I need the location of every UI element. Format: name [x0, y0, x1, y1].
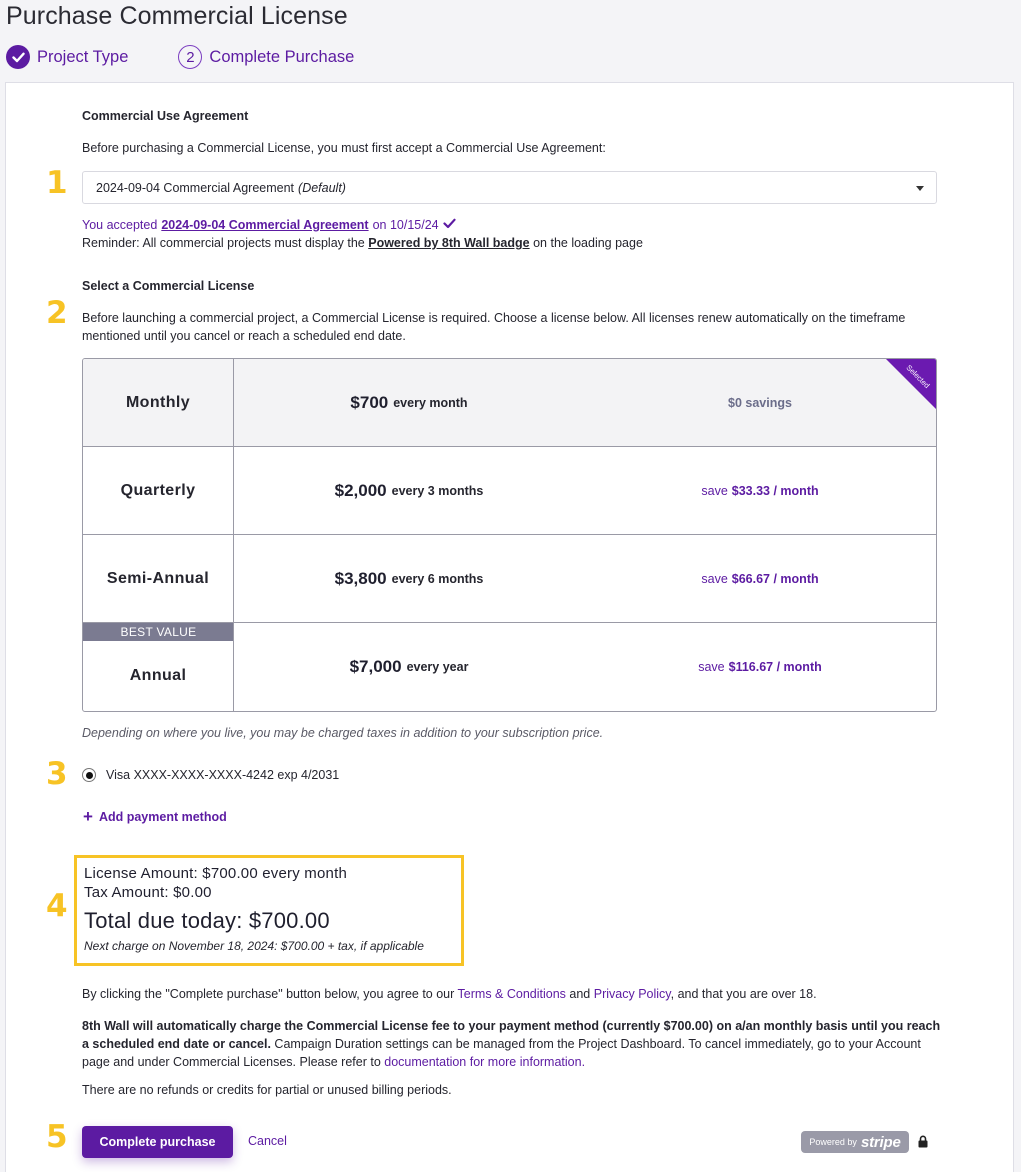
license-option-quarterly[interactable]	[83, 447, 936, 535]
tax-amount: Tax Amount: $0.00	[84, 884, 212, 901]
agreement-select[interactable]	[82, 171, 937, 204]
license-option-annual[interactable]	[83, 623, 936, 711]
accepted-date: on 10/15/24	[372, 218, 439, 232]
total-due: Total due today: $700.00	[84, 908, 330, 933]
license-price-period: every year	[406, 660, 469, 674]
savings-prefix: save	[701, 483, 728, 498]
order-summary	[74, 855, 464, 966]
step-marker-1: 1	[46, 165, 68, 201]
reminder-prefix: Reminder: All commercial projects must display the	[82, 236, 365, 250]
terms-link[interactable]: Terms & Conditions	[457, 987, 566, 1001]
reminder-suffix: on the loading page	[533, 236, 643, 250]
agreement-select-value: 2024-09-04 Commercial Agreement	[96, 180, 295, 195]
refund-policy: There are no refunds or credits for partial or unused billing periods.	[82, 1083, 452, 1097]
step-label: Project Type	[37, 47, 129, 66]
progress-steps	[6, 44, 404, 70]
agree-prefix: By clicking the "Complete purchase" button below, you agree to our	[82, 987, 455, 1001]
auto-charge-text: Campaign Duration settings can be managed from the Project Dashboard. To cancel immediately, go to your Account page and under Commercial Licenses. Please refer to	[82, 1037, 921, 1069]
step-marker-2: 2	[46, 295, 68, 331]
agree-and: and	[569, 987, 591, 1001]
agree-suffix: , and that you are over 18.	[670, 987, 817, 1001]
cancel-link[interactable]: Cancel	[248, 1134, 287, 1148]
license-section-title: Select a Commercial License	[82, 279, 255, 293]
license-price-amount: $7,000	[349, 657, 402, 676]
license-price	[234, 447, 584, 534]
license-price	[234, 623, 584, 711]
license-name: Annual	[83, 623, 234, 711]
powered-by-stripe-badge	[801, 1131, 909, 1153]
add-payment-label: Add payment method	[98, 810, 227, 824]
license-savings	[584, 623, 936, 711]
agreement-section-title: Commercial Use Agreement	[82, 109, 249, 123]
license-intro: Before launching a commercial project, a Commercial License is required. Choose a license below. All licenses renew automatically on the timeframe mentioned until you cancel or reach a scheduled end date.	[82, 311, 906, 343]
accepted-line	[82, 218, 456, 232]
step-complete-purchase	[178, 45, 354, 69]
step-marker-5: 5	[46, 1119, 68, 1155]
privacy-link[interactable]: Privacy Policy	[593, 987, 671, 1001]
powered-by-label: Powered by	[809, 1137, 857, 1147]
payment-method-option[interactable]	[82, 768, 339, 782]
tax-note: Depending on where you live, you may be charged taxes in addition to your subscription price.	[82, 726, 604, 740]
complete-purchase-button[interactable]: Complete purchase	[82, 1126, 233, 1158]
step-label: Complete Purchase	[209, 47, 355, 66]
selected-ribbon-label: Selected	[904, 362, 932, 391]
payment-radio[interactable]	[82, 768, 96, 782]
step-number-badge: 2	[178, 45, 202, 69]
savings-value: $33.33 / month	[731, 483, 819, 498]
payment-method-label: Visa XXXX-XXXX-XXXX-4242 exp 4/2031	[106, 768, 340, 782]
license-price-amount: $700	[350, 392, 389, 412]
license-price-period: every month	[393, 395, 468, 410]
auto-charge-bold: 8th Wall will automatically charge the Commercial License fee to your payment method (currently $700.00) on a/an monthly basis until you reach a scheduled end date or cancel.	[82, 1019, 941, 1051]
license-price	[234, 359, 584, 446]
license-price	[234, 535, 584, 622]
checkmark-icon	[6, 45, 30, 69]
next-charge-amount: $700.00 + tax, if applicable	[280, 939, 424, 953]
accepted-prefix: You accepted	[82, 218, 158, 232]
add-payment-method-link[interactable]	[83, 807, 227, 826]
next-charge	[84, 939, 454, 953]
step-project-type[interactable]	[6, 45, 128, 69]
license-amount: License Amount: $700.00 every month	[84, 865, 347, 882]
license-name: Semi-Annual	[83, 535, 234, 622]
savings-value: $66.67 / month	[731, 571, 819, 586]
documentation-link[interactable]: documentation for more information.	[384, 1055, 586, 1069]
page-title: Purchase Commercial License	[6, 2, 348, 30]
step-marker-4: 4	[46, 888, 68, 924]
license-price-period: every 3 months	[391, 483, 484, 498]
badge-link[interactable]: Powered by 8th Wall badge	[368, 236, 530, 250]
license-savings: $0 savings	[728, 395, 792, 410]
plus-icon: +	[83, 807, 93, 826]
chevron-down-icon	[916, 186, 924, 191]
lock-icon	[918, 1135, 928, 1153]
step-marker-3: 3	[46, 756, 68, 792]
check-icon	[443, 218, 456, 232]
savings-value: $116.67 / month	[728, 660, 822, 674]
license-savings	[584, 535, 936, 622]
savings-prefix: save	[698, 660, 725, 674]
agreement-link[interactable]: 2024-09-04 Commercial Agreement	[161, 218, 369, 232]
license-price-amount: $3,800	[334, 568, 387, 588]
best-value-badge: BEST VALUE	[83, 623, 234, 641]
agreement-select-suffix: (Default)	[298, 180, 346, 195]
terms-agreement-text	[82, 987, 817, 1001]
purchase-card	[5, 82, 1014, 1172]
license-price-amount: $2,000	[334, 480, 387, 500]
license-options-table	[82, 358, 937, 712]
license-price-period: every 6 months	[391, 571, 484, 586]
next-charge-date: Next charge on November 18, 2024:	[84, 939, 278, 953]
license-name: Monthly	[83, 359, 234, 446]
license-option-monthly[interactable]	[83, 359, 936, 447]
license-name: Quarterly	[83, 447, 234, 534]
auto-charge-notice	[82, 1017, 942, 1071]
stripe-logo: stripe	[860, 1133, 901, 1151]
savings-prefix: save	[701, 571, 728, 586]
agreement-intro: Before purchasing a Commercial License, you must first accept a Commercial Use Agreement:	[82, 141, 606, 155]
badge-reminder	[82, 236, 643, 250]
license-option-semi-annual[interactable]	[83, 535, 936, 623]
license-savings	[584, 447, 936, 534]
